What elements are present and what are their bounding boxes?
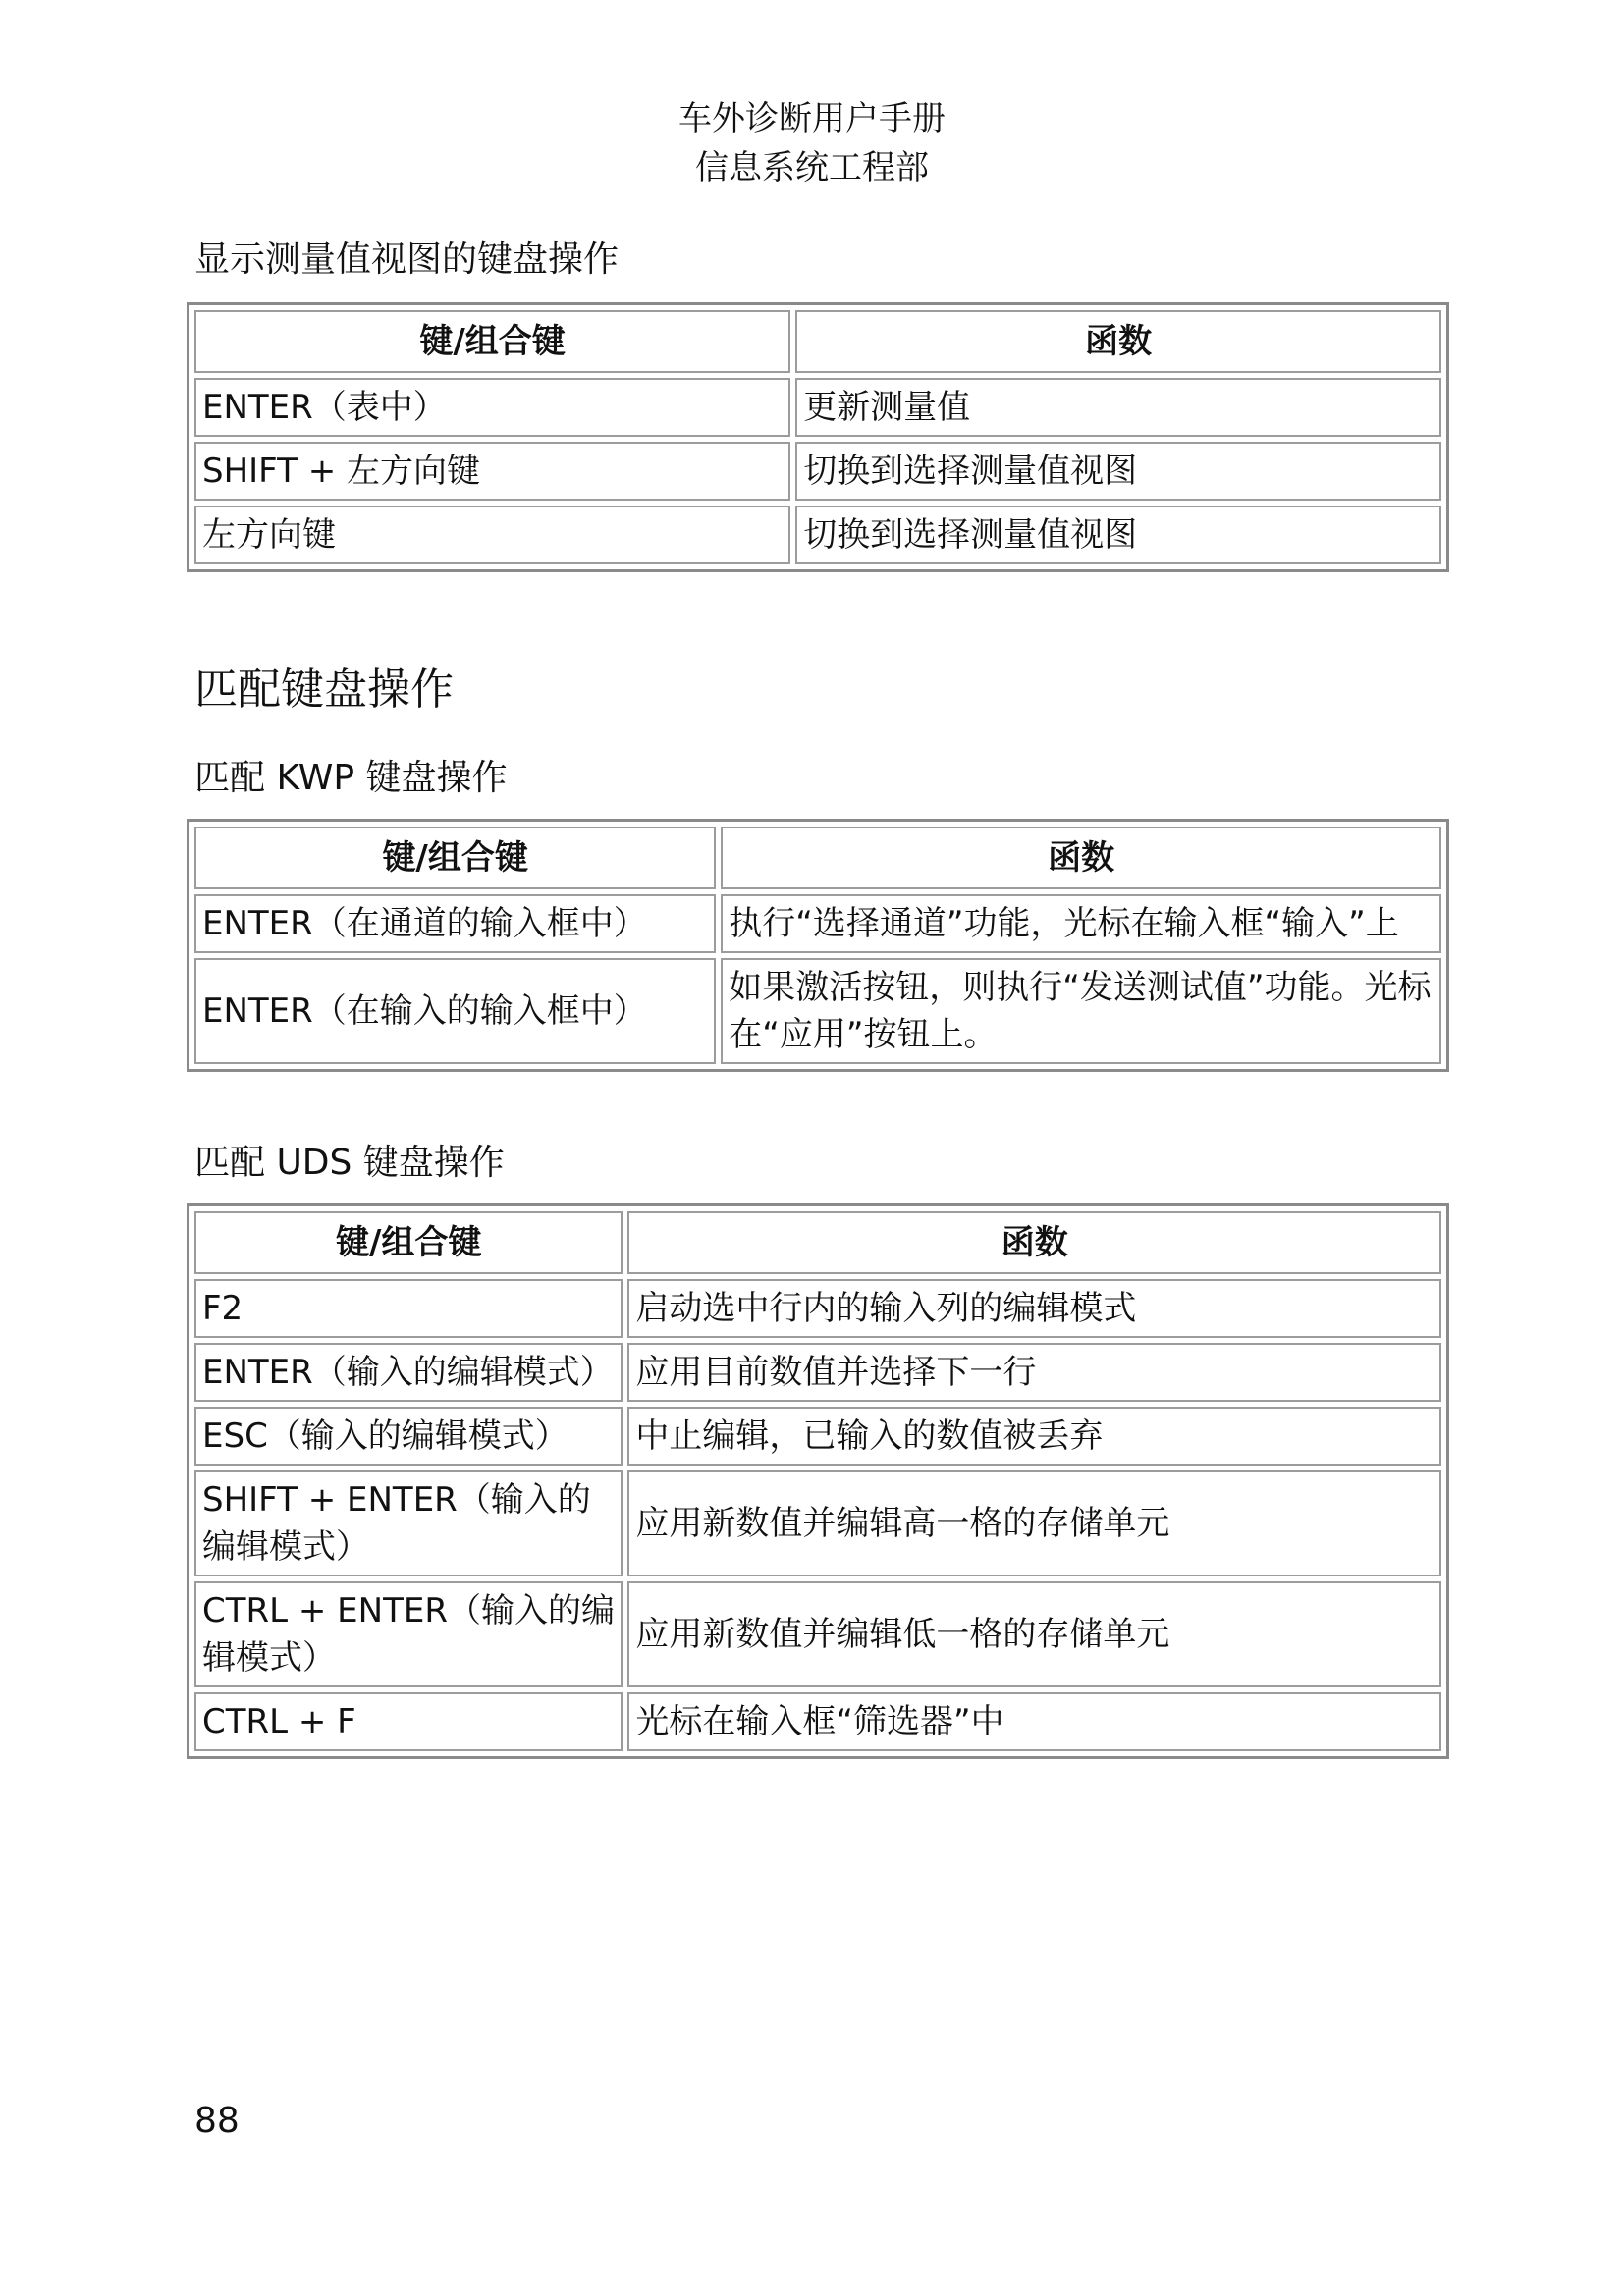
function-cell: 应用新数值并编辑低一格的存储单元 bbox=[627, 1581, 1441, 1687]
function-cell: 光标在输入框“筛选器”中 bbox=[627, 1692, 1441, 1751]
key-cell: SHIFT + 左方向键 bbox=[194, 442, 790, 501]
key-cell: ENTER（输入的编辑模式） bbox=[194, 1343, 623, 1402]
table-row bbox=[194, 1692, 1441, 1751]
key-cell: ESC（输入的编辑模式） bbox=[194, 1407, 623, 1466]
key-cell: F2 bbox=[194, 1279, 623, 1338]
function-cell: 切换到选择测量值视图 bbox=[795, 442, 1441, 501]
uds-heading: 匹配 UDS 键盘操作 bbox=[194, 1143, 505, 1183]
table-row bbox=[194, 1343, 1441, 1402]
table-header-row bbox=[194, 310, 1441, 373]
table-row bbox=[194, 1407, 1441, 1466]
table-row bbox=[194, 894, 1441, 953]
table-row bbox=[194, 442, 1441, 501]
table-row bbox=[194, 1581, 1441, 1687]
function-cell: 执行“选择通道”功能，光标在输入框“输入”上 bbox=[721, 894, 1441, 953]
table-row bbox=[194, 1470, 1441, 1576]
table-header-row bbox=[194, 1211, 1441, 1274]
department-name: 信息系统工程部 bbox=[695, 148, 929, 187]
uds-table bbox=[187, 1203, 1449, 1759]
column-header-key: 键/组合键 bbox=[194, 1211, 623, 1274]
adaptation-heading: 匹配键盘操作 bbox=[194, 665, 454, 715]
function-cell: 中止编辑，已输入的数值被丢弃 bbox=[627, 1407, 1441, 1466]
column-header-function: 函数 bbox=[795, 310, 1441, 373]
measure-view-heading: 显示测量值视图的键盘操作 bbox=[194, 240, 620, 280]
key-cell: CTRL + F bbox=[194, 1692, 623, 1751]
key-cell: 左方向键 bbox=[194, 506, 790, 564]
document-header bbox=[0, 94, 1624, 192]
key-cell: CTRL + ENTER（输入的编辑模式） bbox=[194, 1581, 623, 1687]
kwp-table bbox=[187, 819, 1449, 1072]
manual-title: 车外诊断用户手册 bbox=[678, 99, 946, 138]
measure-view-table bbox=[187, 302, 1449, 572]
function-cell: 应用目前数值并选择下一行 bbox=[627, 1343, 1441, 1402]
key-cell: ENTER（在通道的输入框中） bbox=[194, 894, 716, 953]
table-row bbox=[194, 506, 1441, 564]
key-cell: SHIFT + ENTER（输入的编辑模式） bbox=[194, 1470, 623, 1576]
table-row bbox=[194, 378, 1441, 437]
column-header-function: 函数 bbox=[627, 1211, 1441, 1274]
column-header-key: 键/组合键 bbox=[194, 827, 716, 889]
table-row bbox=[194, 1279, 1441, 1338]
function-cell: 如果激活按钮，则执行“发送测试值”功能。光标在“应用”按钮上。 bbox=[721, 958, 1441, 1064]
kwp-heading: 匹配 KWP 键盘操作 bbox=[194, 758, 508, 798]
function-cell: 启动选中行内的输入列的编辑模式 bbox=[627, 1279, 1441, 1338]
key-cell: ENTER（表中） bbox=[194, 378, 790, 437]
function-cell: 更新测量值 bbox=[795, 378, 1441, 437]
table-header-row bbox=[194, 827, 1441, 889]
table-row bbox=[194, 958, 1441, 1064]
column-header-function: 函数 bbox=[721, 827, 1441, 889]
column-header-key: 键/组合键 bbox=[194, 310, 790, 373]
function-cell: 切换到选择测量值视图 bbox=[795, 506, 1441, 564]
function-cell: 应用新数值并编辑高一格的存储单元 bbox=[627, 1470, 1441, 1576]
page-number: 88 bbox=[194, 2101, 240, 2141]
key-cell: ENTER（在输入的输入框中） bbox=[194, 958, 716, 1064]
